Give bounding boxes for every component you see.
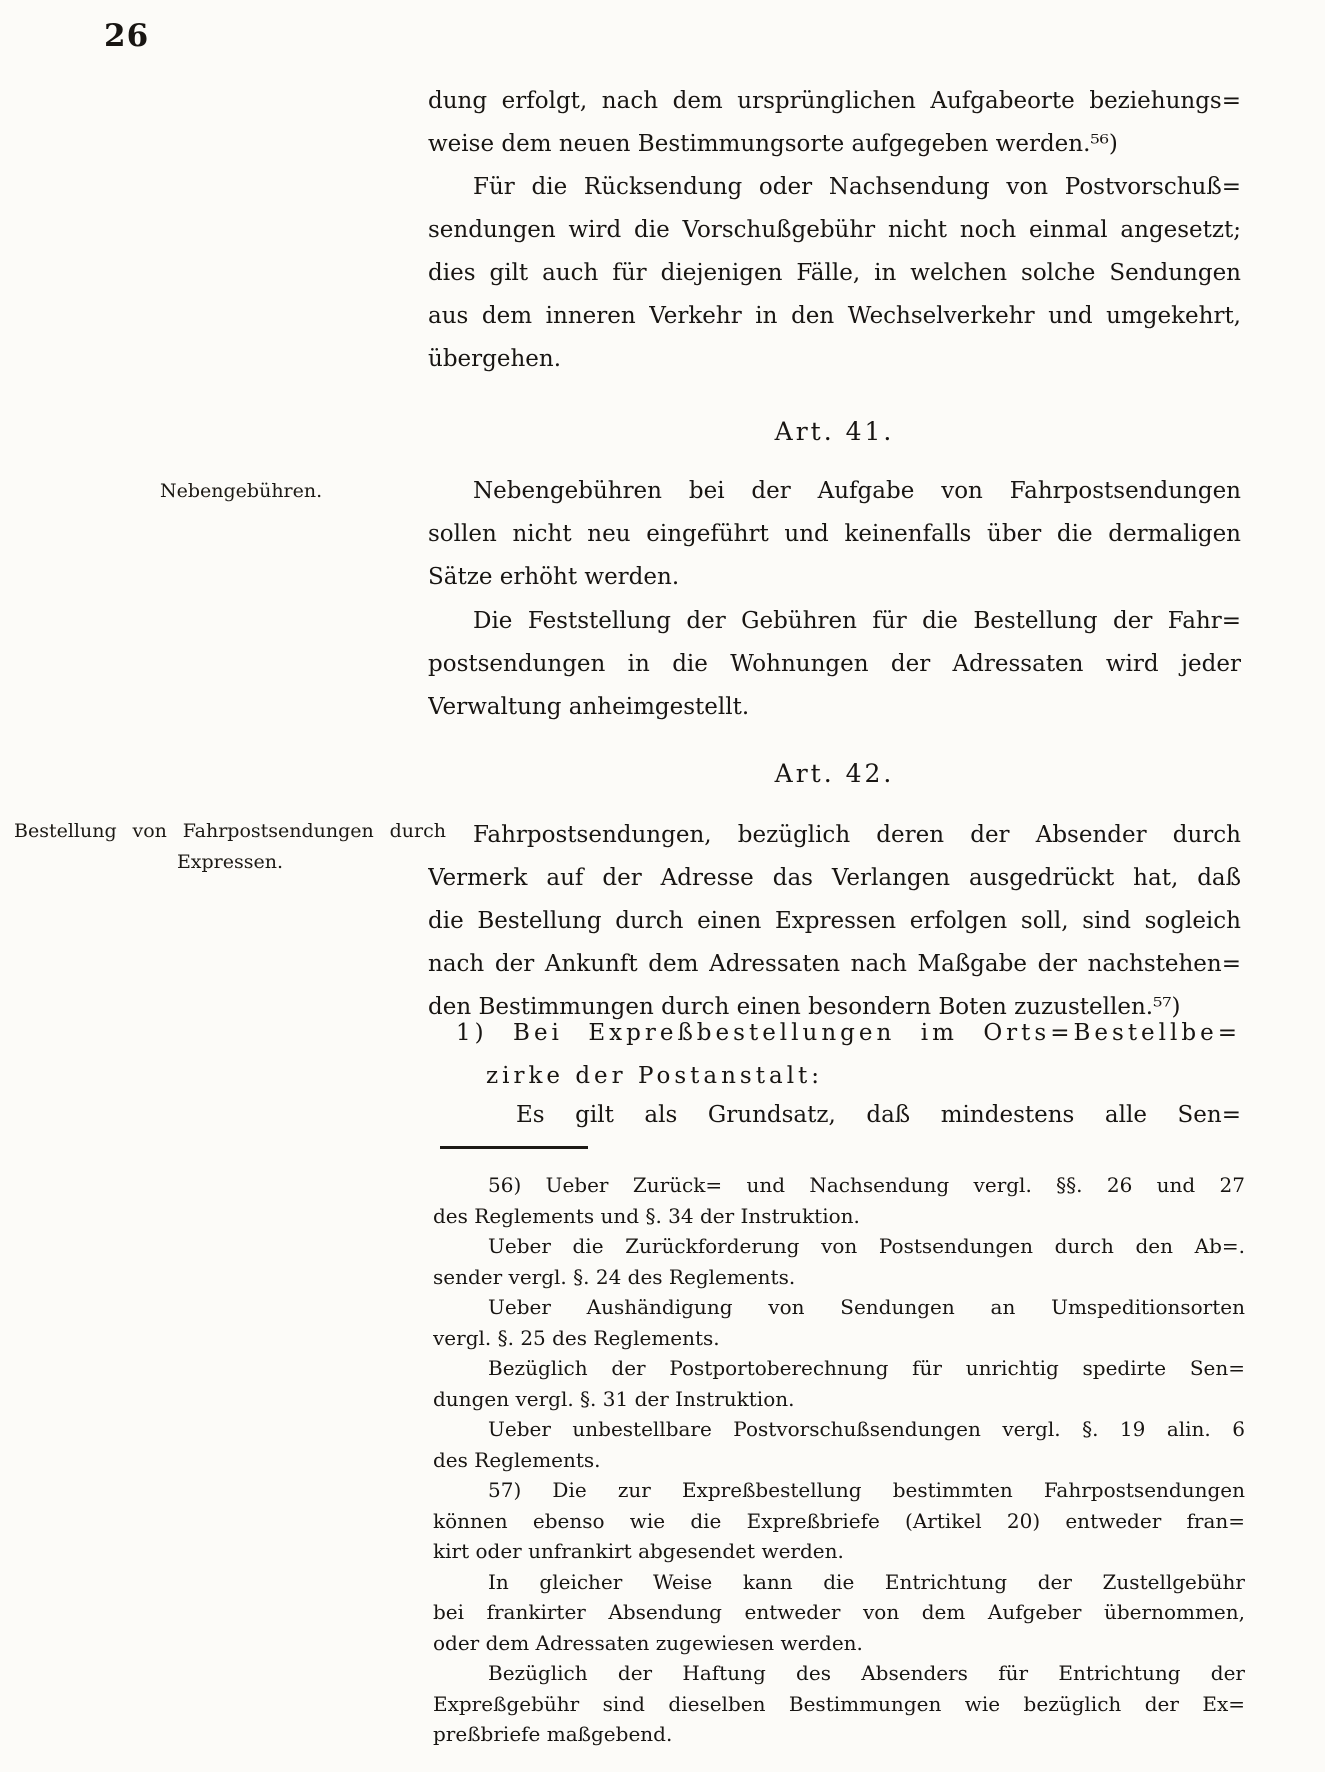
intro-paragraph bbox=[428, 80, 1241, 381]
footnote-line: dungen vergl. §. 31 der Instruktion. bbox=[433, 1386, 795, 1411]
text-line: Fahrpostsendungen, bezüglich deren der Absender durch bbox=[473, 822, 1241, 848]
art41-paragraph-1 bbox=[428, 470, 1241, 599]
article-42-heading: Art. 42. bbox=[774, 759, 895, 788]
footnote-line: 57) Die zur Expreßbestellung bestimmten Fahrpostsendungen bbox=[488, 1478, 1245, 1502]
footnote-line: 56) Ueber Zurück= und Nachsendung vergl. §§. 26 und 27 bbox=[488, 1173, 1245, 1197]
text-line: Vermerk auf der Adresse das Verlangen ausgedrückt hat, daß bbox=[428, 865, 1241, 891]
footnote-line: bei frankirter Absendung entweder von dem Aufgeber übernommen, bbox=[433, 1600, 1245, 1624]
text-line: sendungen wird die Vorschußgebühr nicht noch einmal angesetzt; bbox=[428, 217, 1241, 243]
text-line: aus dem inneren Verkehr in den Wechselverkehr und umgekehrt, bbox=[428, 303, 1241, 329]
footnote-line: preßbriefe maßgebend. bbox=[433, 1722, 673, 1746]
footnote-line: Ueber unbestellbare Postvorschußsendungen vergl. §. 19 alin. 6 bbox=[488, 1417, 1245, 1441]
footnote-line: oder dem Adressaten zugewiesen werden. bbox=[433, 1630, 863, 1655]
footnote-line: Bezüglich der Postportoberechnung für unrichtig spedirte Sen= bbox=[488, 1356, 1245, 1380]
text-line: Es gilt als Grundsatz, daß mindestens alle Sen= bbox=[516, 1102, 1241, 1128]
margin-note-line: Nebengebühren. bbox=[160, 480, 323, 502]
footnote-line: des Reglements und §. 34 der Instruktion. bbox=[433, 1203, 860, 1228]
footnote-56 bbox=[433, 1170, 1245, 1475]
text-line: zirke der Postanstalt: bbox=[486, 1063, 824, 1089]
footnote-57 bbox=[433, 1475, 1245, 1750]
footnote-line: des Reglements. bbox=[433, 1447, 601, 1472]
text-line: dies gilt auch für diejenigen Fälle, in welchen solche Sendungen bbox=[428, 260, 1241, 286]
margin-note-bestellung-expressen bbox=[14, 816, 446, 878]
text-line: den Bestimmungen durch einen besondern Boten zuzustellen.⁵⁷) bbox=[428, 994, 1181, 1020]
footnote-line: vergl. §. 25 des Reglements. bbox=[433, 1325, 720, 1350]
margin-note-nebengebuehren bbox=[160, 476, 323, 507]
text-line: sollen nicht neu eingeführt und keinenfalls über die dermaligen bbox=[428, 521, 1241, 547]
text-line: die Bestellung durch einen Expressen erfolgen soll, sind sogleich bbox=[428, 908, 1241, 934]
text-line: Verwaltung anheimgestellt. bbox=[428, 694, 750, 720]
text-line: übergehen. bbox=[428, 346, 562, 372]
article-41-heading: Art. 41. bbox=[774, 417, 895, 446]
text-line: Für die Rücksendung oder Nachsendung von Postvorschuß= bbox=[473, 174, 1241, 200]
footnote-line: können ebenso wie die Expreßbriefe (Artikel 20) entweder fran= bbox=[433, 1508, 1245, 1533]
text-line: weise dem neuen Bestimmungsorte aufgegeben werden.⁵⁶) bbox=[428, 131, 1118, 157]
footnote-line: sender vergl. §. 24 des Reglements. bbox=[433, 1264, 796, 1289]
text-line: 1) Bei Expreßbestellungen im Orts=Bestellbe= bbox=[456, 1020, 1241, 1046]
footnote-line: kirt oder unfrankirt abgesendet werden. bbox=[433, 1539, 844, 1563]
text-line: postsendungen in die Wohnungen der Adressaten wird jeder bbox=[428, 651, 1241, 677]
text-line: nach der Ankunft dem Adressaten nach Maßgabe der nachstehen= bbox=[428, 951, 1241, 977]
text-line: Sätze erhöht werden. bbox=[428, 564, 680, 590]
art42-paragraph-1 bbox=[428, 814, 1241, 1029]
footnote-line: Ueber die Zurückforderung von Postsendungen durch den Ab=. bbox=[488, 1234, 1245, 1258]
text-line: dung erfolgt, nach dem ursprünglichen Aufgabeorte beziehungs= bbox=[428, 88, 1241, 114]
art42-continuation bbox=[428, 1094, 1241, 1137]
footnote-line: Expreßgebühr sind dieselben Bestimmungen wie bezüglich der Ex= bbox=[433, 1691, 1245, 1716]
footnote-line: Ueber Aushändigung von Sendungen an Umspeditionsorten bbox=[488, 1295, 1245, 1319]
art41-paragraph-2 bbox=[428, 600, 1241, 729]
text-line: Nebengebühren bei der Aufgabe von Fahrpostsendungen bbox=[473, 478, 1241, 504]
footnote-separator bbox=[440, 1146, 588, 1149]
footnote-line: In gleicher Weise kann die Entrichtung der Zustellgebühr bbox=[488, 1569, 1245, 1594]
art42-list-item-1 bbox=[428, 1012, 1241, 1098]
text-line: Die Feststellung der Gebühren für die Bestellung der Fahr= bbox=[473, 608, 1241, 634]
margin-note-line: Expressen. bbox=[176, 851, 284, 873]
page-number: 26 bbox=[104, 18, 150, 54]
margin-note-line: Bestellung von Fahrpostsendungen durch bbox=[14, 820, 446, 842]
footnote-line: Bezüglich der Haftung des Absenders für Entrichtung der bbox=[488, 1661, 1245, 1685]
